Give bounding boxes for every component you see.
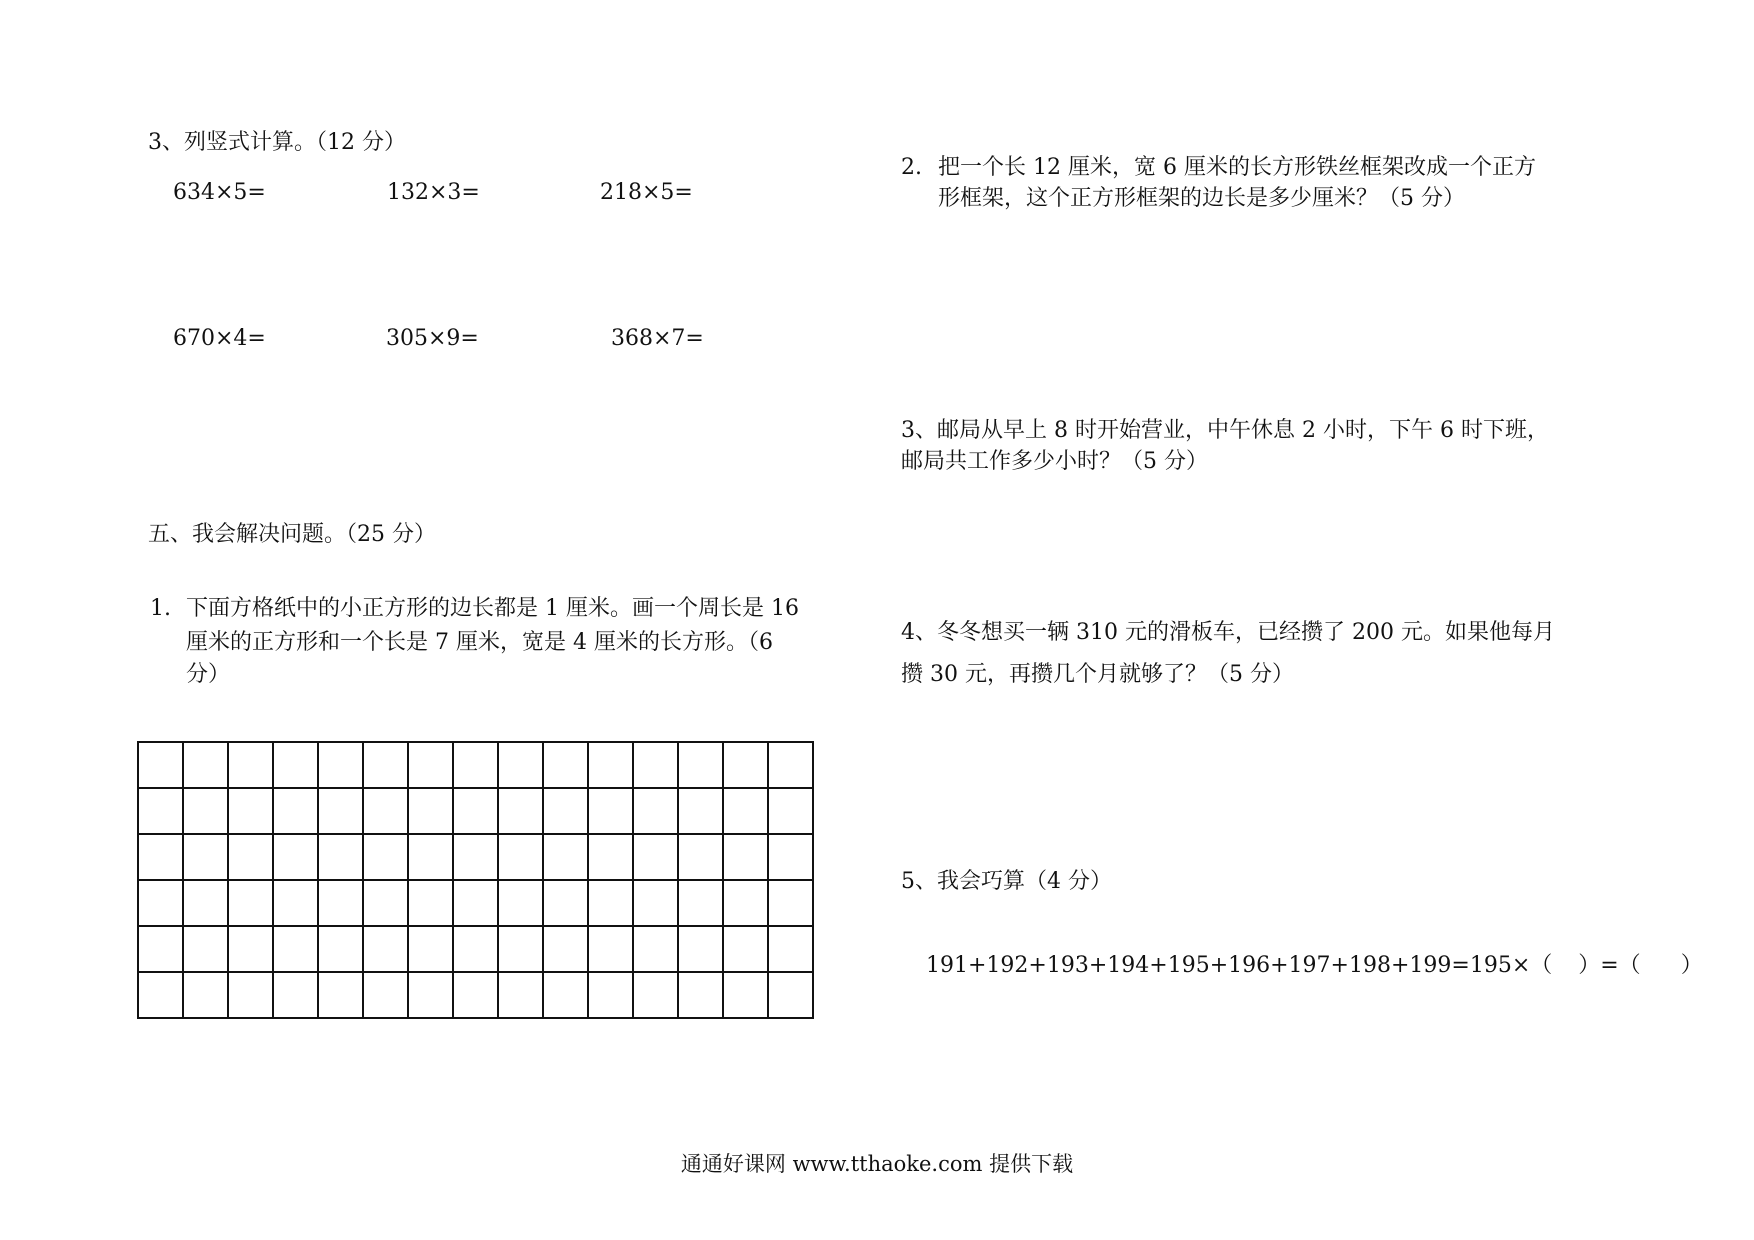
- question-5-expression: [926, 953, 1703, 979]
- grid-row: [138, 926, 813, 972]
- grid-cell: [723, 926, 768, 972]
- grid-cell: [543, 834, 588, 880]
- grid-cell: [768, 926, 813, 972]
- calc-problem-6: 368×7=: [611, 326, 704, 351]
- question-3-line-1: 3、邮局从早上 8 时开始营业，中午休息 2 小时，下午 6 时下班，: [901, 418, 1549, 443]
- grid-cell: [363, 788, 408, 834]
- calc-problem-3: 218×5=: [600, 180, 693, 205]
- section-5-title: 五、我会解决问题。（25 分）: [148, 522, 436, 547]
- grid-cell: [633, 742, 678, 788]
- grid-cell: [318, 742, 363, 788]
- grid-cell: [183, 834, 228, 880]
- grid-cell: [318, 834, 363, 880]
- question-5-title: 5、我会巧算（4 分）: [901, 869, 1112, 894]
- grid-cell: [588, 972, 633, 1018]
- grid-row: [138, 834, 813, 880]
- calc-problem-5: 305×9=: [386, 326, 479, 351]
- grid-cell: [498, 834, 543, 880]
- grid-cell: [498, 926, 543, 972]
- grid-cell: [543, 742, 588, 788]
- grid-cell: [408, 880, 453, 926]
- grid-cell: [678, 834, 723, 880]
- grid-cell: [183, 788, 228, 834]
- grid-cell: [183, 926, 228, 972]
- grid-row: [138, 788, 813, 834]
- grid-cell: [543, 926, 588, 972]
- grid-cell: [723, 788, 768, 834]
- question-3-line-2: 邮局共工作多少小时？（5 分）: [901, 449, 1208, 474]
- grid-cell: [588, 788, 633, 834]
- grid-cell: [318, 926, 363, 972]
- grid-cell: [633, 972, 678, 1018]
- grid-cell: [228, 972, 273, 1018]
- grid-cell: [318, 880, 363, 926]
- grid-cell: [723, 834, 768, 880]
- grid-cell: [678, 880, 723, 926]
- grid-cell: [408, 742, 453, 788]
- grid-cell: [228, 834, 273, 880]
- grid-cell: [588, 880, 633, 926]
- grid-cell: [138, 788, 183, 834]
- grid-cell: [453, 788, 498, 834]
- grid-cell: [183, 972, 228, 1018]
- grid-cell: [768, 972, 813, 1018]
- grid-cell: [588, 742, 633, 788]
- grid-cell: [408, 972, 453, 1018]
- question-1-line-2: 厘米的正方形和一个长是 7 厘米，宽是 4 厘米的长方形。（6: [186, 630, 773, 655]
- grid-cell: [633, 926, 678, 972]
- grid-cell: [453, 972, 498, 1018]
- grid-cell: [273, 834, 318, 880]
- grid-cell: [633, 788, 678, 834]
- grid-cell: [723, 972, 768, 1018]
- grid-cell: [183, 742, 228, 788]
- question-2-line-1: 把一个长 12 厘米，宽 6 厘米的长方形铁丝框架改成一个正方: [938, 155, 1536, 180]
- question-4-line-2: 攒 30 元，再攒几个月就够了？（5 分）: [901, 662, 1294, 687]
- grid-cell: [273, 972, 318, 1018]
- grid-cell: [138, 926, 183, 972]
- grid-cell: [633, 834, 678, 880]
- grid-cell: [228, 742, 273, 788]
- grid-cell: [228, 926, 273, 972]
- grid-cell: [588, 834, 633, 880]
- grid-cell: [453, 880, 498, 926]
- grid-cell: [363, 834, 408, 880]
- question-1-line-1: 下面方格纸中的小正方形的边长都是 1 厘米。画一个周长是 16: [186, 596, 799, 621]
- expression-left: 191+192+193+194+195+196+197+198+199=195×（: [926, 953, 1553, 978]
- grid-cell: [678, 788, 723, 834]
- grid-cell: [498, 972, 543, 1018]
- grid-cell: [408, 926, 453, 972]
- grid-cell: [273, 926, 318, 972]
- grid-cell: [228, 788, 273, 834]
- question-1-number: 1.: [150, 596, 171, 621]
- grid-row: [138, 972, 813, 1018]
- grid-cell: [453, 926, 498, 972]
- grid-cell: [183, 880, 228, 926]
- grid-cell: [498, 742, 543, 788]
- grid-cell: [768, 880, 813, 926]
- grid-cell: [363, 880, 408, 926]
- grid-cell: [408, 788, 453, 834]
- grid-cell: [273, 880, 318, 926]
- grid-cell: [363, 742, 408, 788]
- grid-cell: [408, 834, 453, 880]
- expression-right: ）: [1680, 953, 1703, 978]
- grid-cell: [723, 880, 768, 926]
- calc-problem-4: 670×4=: [173, 326, 266, 351]
- question-2-line-2: 形框架，这个正方形框架的边长是多少厘米？（5 分）: [938, 186, 1465, 211]
- grid-cell: [543, 788, 588, 834]
- grid-cell: [768, 788, 813, 834]
- grid-cell: [363, 972, 408, 1018]
- square-grid-paper: [137, 741, 814, 1019]
- grid-cell: [138, 972, 183, 1018]
- grid-cell: [138, 742, 183, 788]
- grid-cell: [318, 972, 363, 1018]
- grid-cell: [453, 834, 498, 880]
- grid-cell: [768, 834, 813, 880]
- grid-cell: [273, 788, 318, 834]
- expression-mid: ）=（: [1578, 953, 1641, 978]
- grid-cell: [273, 742, 318, 788]
- question-4-line-1: 4、冬冬想买一辆 310 元的滑板车，已经攒了 200 元。如果他每月: [901, 620, 1555, 645]
- grid-cell: [138, 880, 183, 926]
- footer-credit: 通通好课网 www.tthaoke.com 提供下载: [680, 1152, 1074, 1176]
- grid-cell: [678, 926, 723, 972]
- grid-cell: [543, 880, 588, 926]
- grid-row: [138, 742, 813, 788]
- grid-cell: [543, 972, 588, 1018]
- grid-cell: [768, 742, 813, 788]
- grid-cell: [453, 742, 498, 788]
- grid-cell: [723, 742, 768, 788]
- grid-cell: [138, 834, 183, 880]
- calc-problem-1: 634×5=: [173, 180, 266, 205]
- grid-cell: [498, 788, 543, 834]
- grid-row: [138, 880, 813, 926]
- section-3-title: 3、列竖式计算。（12 分）: [148, 130, 406, 155]
- grid-cell: [318, 788, 363, 834]
- grid-cell: [678, 742, 723, 788]
- question-2-number: 2.: [901, 155, 922, 180]
- grid-cell: [678, 972, 723, 1018]
- grid-cell: [363, 926, 408, 972]
- grid-cell: [588, 926, 633, 972]
- question-1-line-3: 分）: [186, 662, 231, 687]
- grid-cell: [228, 880, 273, 926]
- grid-cell: [633, 880, 678, 926]
- grid-cell: [498, 880, 543, 926]
- calc-problem-2: 132×3=: [387, 180, 480, 205]
